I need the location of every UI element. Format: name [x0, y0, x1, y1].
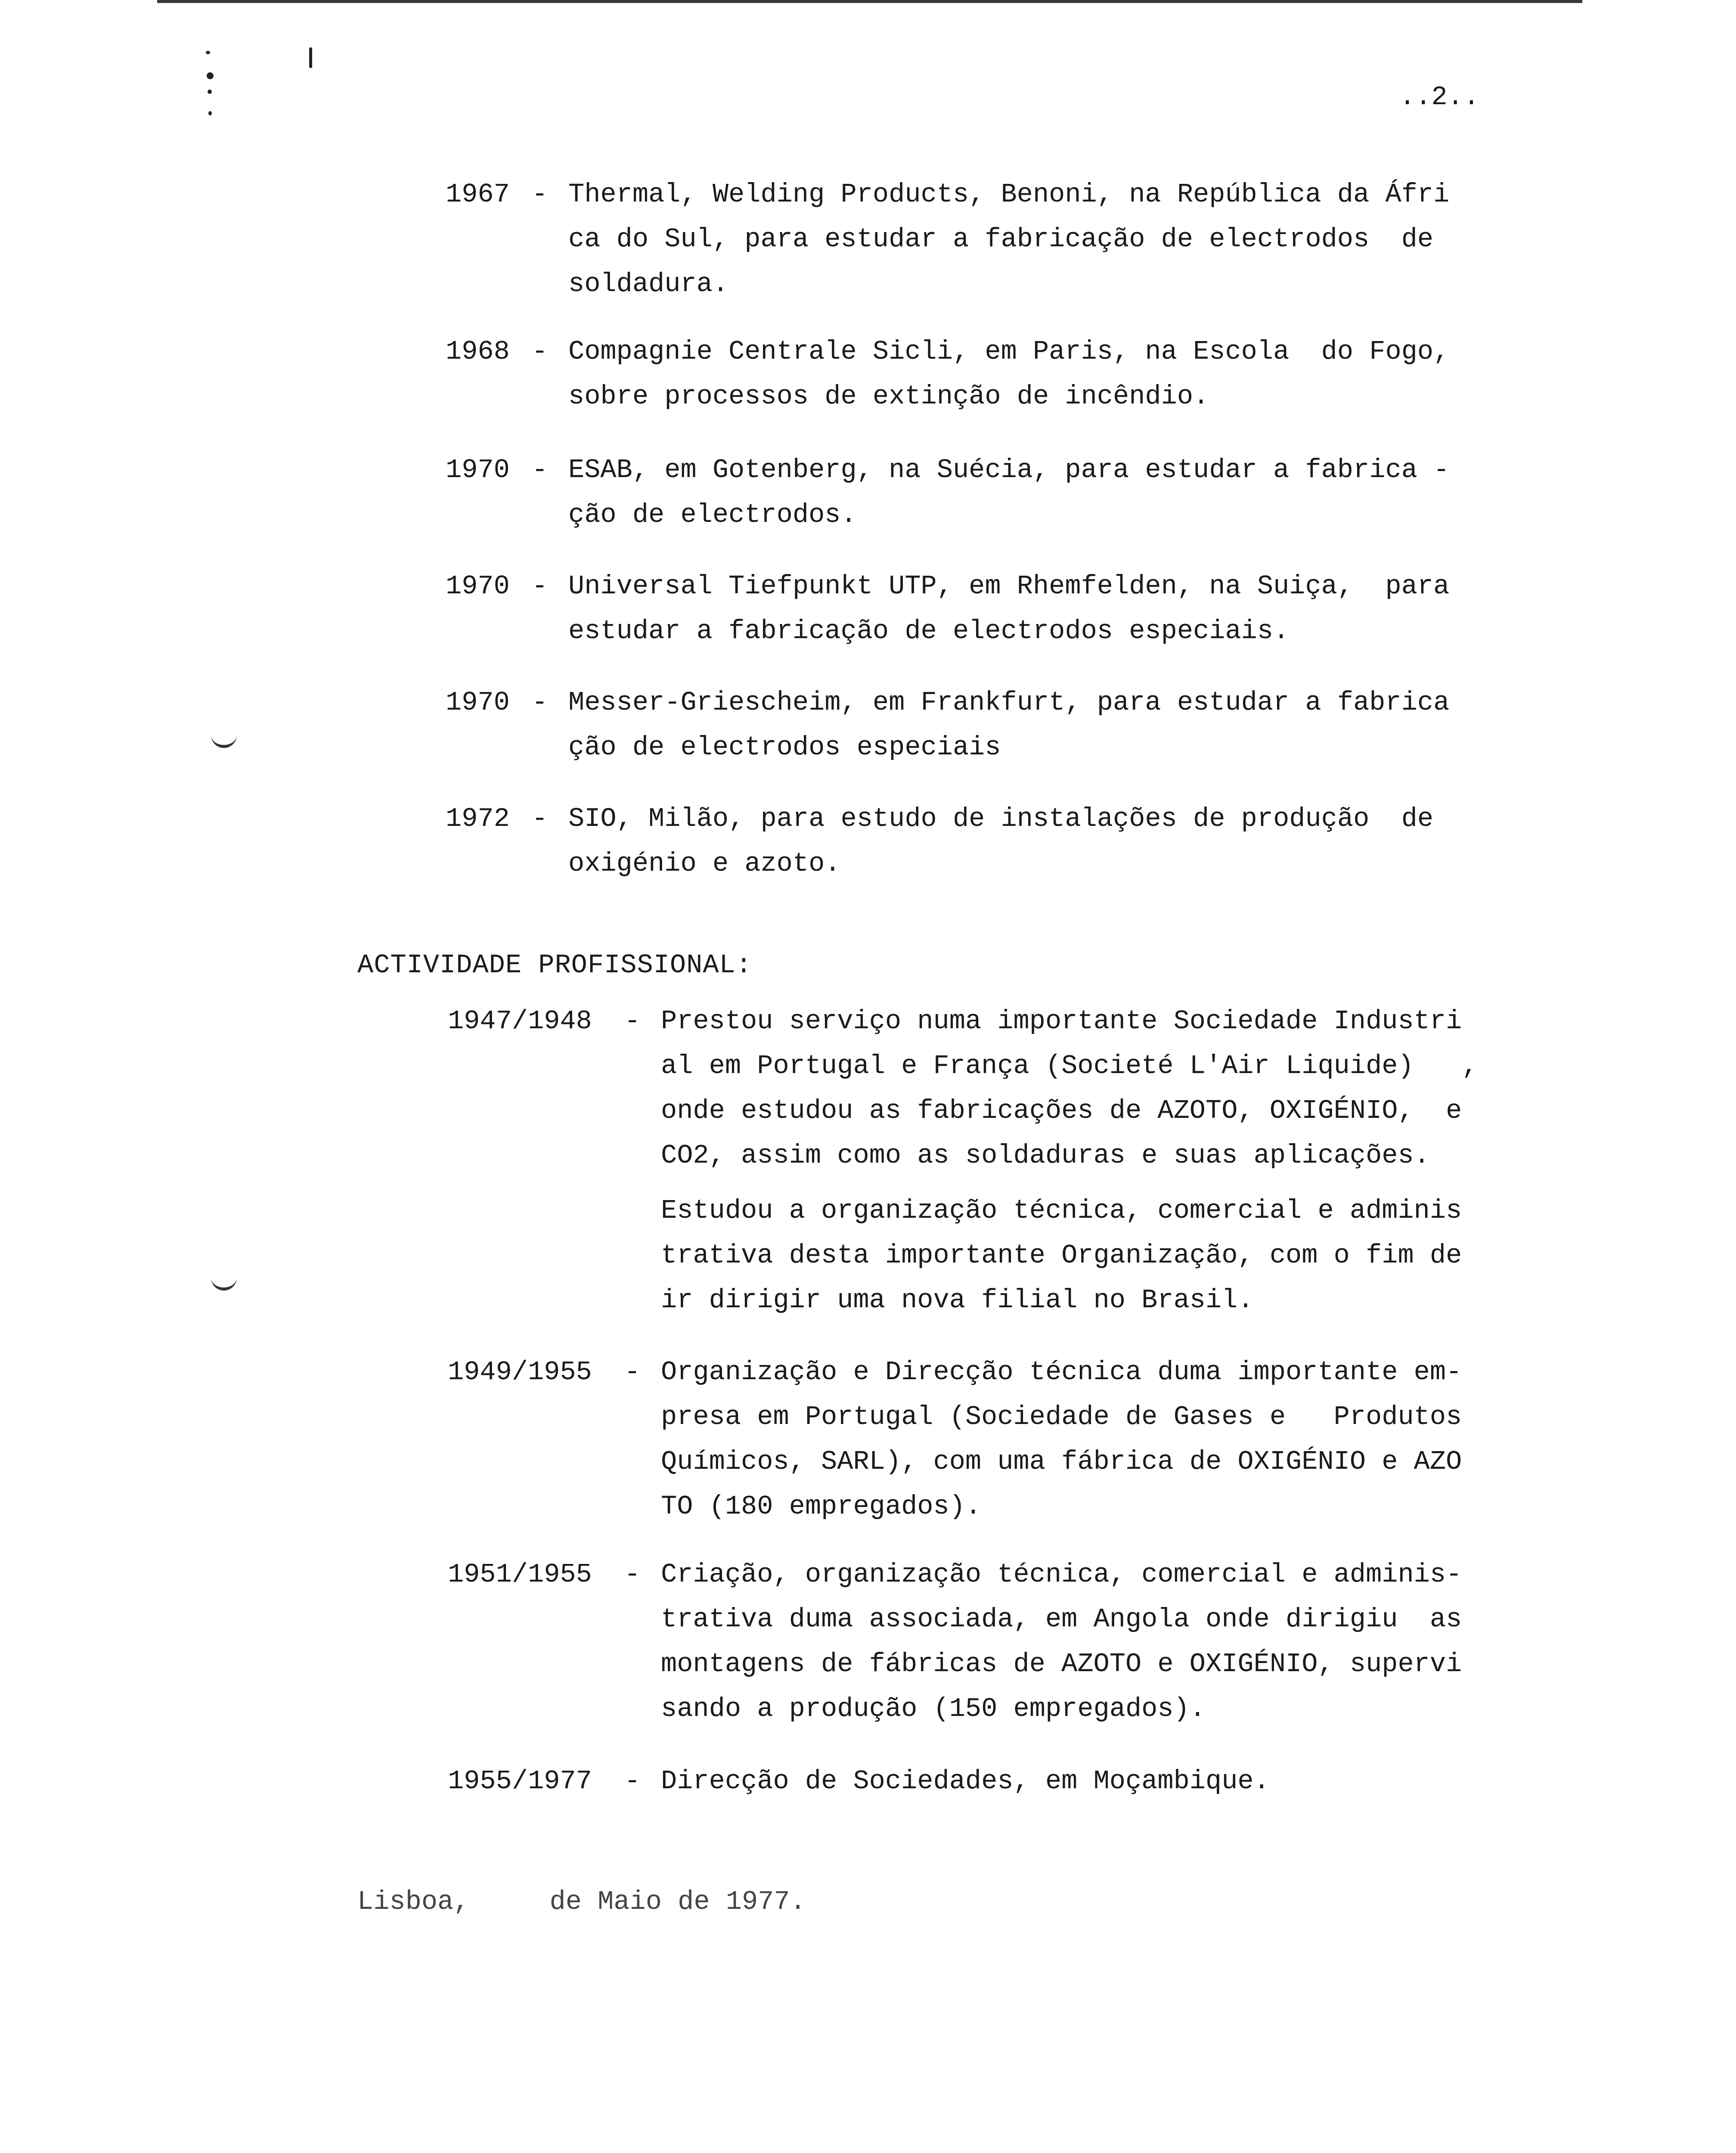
training-description: [568, 448, 1449, 537]
scan-speck: [208, 111, 212, 115]
text-line: trativa desta importante Organização, com o fim de: [661, 1240, 1462, 1271]
scan-speck: [207, 72, 214, 79]
training-year: 1970: [446, 455, 510, 485]
training-year: 1972: [446, 803, 510, 834]
text-line: Messer-Griescheim, em Frankfurt, para estudar a fabrica: [568, 687, 1450, 718]
entry-dash: -: [624, 1559, 641, 1590]
scan-speck: [309, 47, 312, 68]
text-line: trativa duma associada, em Angola onde dirigiu as: [661, 1604, 1462, 1635]
training-year: 1968: [446, 336, 510, 367]
text-line: sobre processos de extinção de incêndio.: [568, 381, 1209, 412]
text-line: Thermal, Welding Products, Benoni, na República da Áfri: [568, 179, 1450, 210]
text-line: ção de electrodos.: [568, 499, 857, 530]
career-period: 1949/1955: [448, 1357, 592, 1387]
margin-hole-mark: [211, 732, 237, 748]
text-line: Prestou serviço numa importante Sociedade Industri: [661, 1006, 1462, 1036]
training-year: 1970: [446, 687, 510, 718]
text-line: CO2, assim como as soldaduras e suas aplicações.: [661, 1140, 1430, 1171]
text-line: montagens de fábricas de AZOTO e OXIGÉNIO, supervi: [661, 1649, 1462, 1679]
text-line: Universal Tiefpunkt UTP, em Rhemfelden, na Suiça, para: [568, 571, 1450, 602]
text-line: Químicos, SARL), com uma fábrica de OXIGÉNIO e AZO: [661, 1446, 1462, 1477]
entry-dash: -: [624, 1006, 641, 1036]
scan-speck: [208, 90, 212, 94]
text-line: Criação, organização técnica, comercial e adminis-: [661, 1559, 1462, 1590]
entry-dash: -: [532, 803, 548, 834]
career-description: [661, 1350, 1462, 1529]
training-year: 1967: [446, 179, 510, 210]
scan-speck: [206, 51, 210, 54]
training-year: 1970: [446, 571, 510, 602]
footer-date: de Maio de 1977.: [549, 1886, 806, 1917]
career-description: [661, 1188, 1462, 1323]
text-line: ca do Sul, para estudar a fabricação de electrodos de: [568, 224, 1434, 254]
entry-dash: -: [624, 1766, 641, 1796]
text-line: sando a produção (150 empregados).: [661, 1694, 1206, 1724]
text-line: ESAB, em Gotenberg, na Suécia, para estudar a fabrica -: [568, 455, 1450, 485]
training-description: [568, 564, 1449, 654]
text-line: SIO, Milão, para estudo de instalações de produção de: [568, 803, 1434, 834]
text-line: presa em Portugal (Sociedade de Gases e Produtos: [661, 1402, 1462, 1432]
page-number: ..2..: [1399, 82, 1480, 112]
text-line: Organização e Direcção técnica duma importante em-: [661, 1357, 1462, 1387]
entry-dash: -: [532, 179, 548, 210]
entry-dash: -: [532, 455, 548, 485]
text-line: al em Portugal e França (Societé L'Air Liquide) ,: [661, 1051, 1478, 1081]
career-period: 1951/1955: [448, 1559, 592, 1590]
section-heading: ACTIVIDADE PROFISSIONAL:: [357, 950, 752, 980]
text-line: TO (180 empregados).: [661, 1491, 982, 1522]
text-line: estudar a fabricação de electrodos especiais.: [568, 616, 1290, 646]
text-line: ir dirigir uma nova filial no Brasil.: [661, 1285, 1254, 1315]
text-line: Compagnie Centrale Sicli, em Paris, na Escola do Fogo,: [568, 336, 1450, 367]
text-line: Estudou a organização técnica, comercial e adminis: [661, 1195, 1462, 1226]
career-description: [661, 1759, 1270, 1804]
top-border-line: [157, 0, 1582, 3]
signature-line: [357, 1880, 806, 1924]
entry-dash: -: [532, 336, 548, 367]
margin-hole-mark: [211, 1275, 237, 1291]
text-line: onde estudou as fabricações de AZOTO, OXIGÉNIO, e: [661, 1095, 1462, 1126]
career-description: [661, 1552, 1462, 1731]
footer-place: Lisboa,: [357, 1886, 470, 1917]
training-description: [568, 680, 1449, 770]
text-line: Direcção de Sociedades, em Moçambique.: [661, 1766, 1270, 1796]
training-description: [568, 329, 1449, 419]
text-line: soldadura.: [568, 269, 729, 299]
entry-dash: -: [624, 1357, 641, 1387]
career-period: 1947/1948: [448, 1006, 592, 1036]
career-description: [661, 999, 1478, 1178]
entry-dash: -: [532, 571, 548, 602]
training-description: [568, 797, 1433, 886]
entry-dash: -: [532, 687, 548, 718]
career-period: 1955/1977: [448, 1766, 592, 1796]
text-line: ção de electrodos especiais: [568, 732, 1001, 763]
text-line: oxigénio e azoto.: [568, 848, 841, 879]
training-description: [568, 172, 1449, 307]
